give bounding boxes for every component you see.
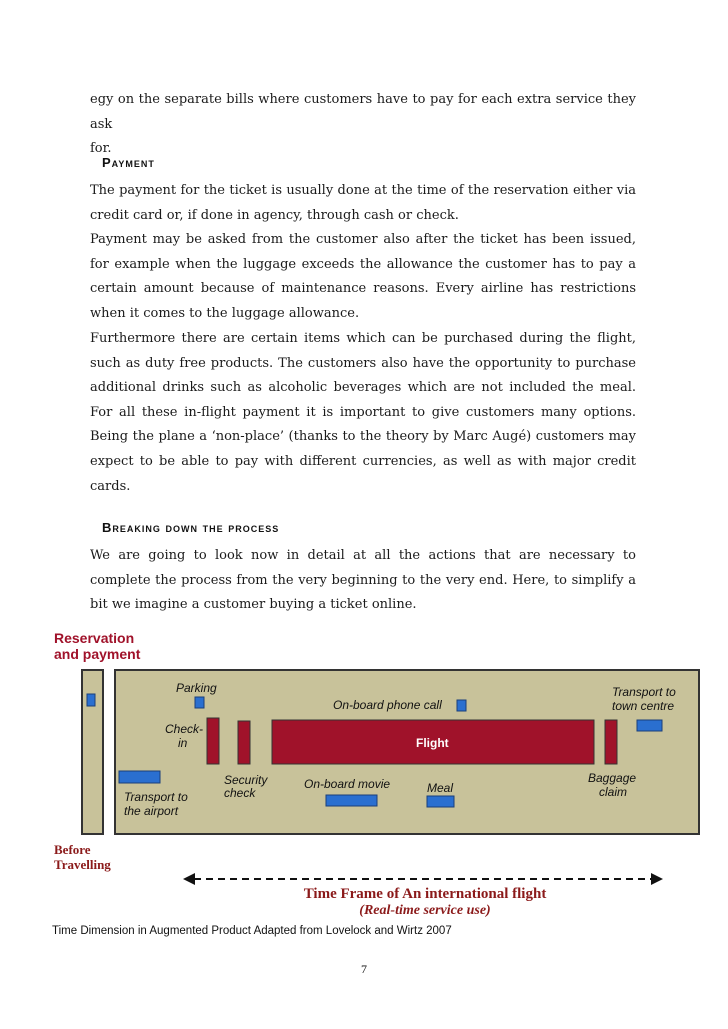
transport-town-label-1: Transport to [612, 685, 676, 699]
onboard-phone-label: On-board phone call [333, 698, 442, 712]
intro-line-2: for. [90, 141, 112, 157]
baggage-label-1: Baggage [588, 771, 637, 785]
baggage-label-2: claim [599, 785, 628, 799]
timeframe-subtitle: (Real-time service use) [359, 903, 491, 918]
movie-icon [326, 795, 377, 806]
security-label-2: check [224, 786, 256, 800]
process-paragraph: We are going to look now in detail at all the actions that are necessary to complete the process from the very beginning to the very end. Here, to simplify a bit we imagine a customer buying a ticket online. [90, 548, 636, 613]
meal-label: Meal [427, 781, 454, 795]
checkin-bar [207, 718, 219, 764]
reservation-icon [87, 694, 95, 706]
baggage-bar [605, 720, 617, 764]
parking-label: Parking [176, 681, 217, 695]
before-label-1: Before [54, 842, 91, 857]
transport-airport-label-1: Transport to [124, 790, 188, 804]
timeframe-title: Time Frame of An international flight [303, 886, 547, 902]
reservation-label-1: Reservation [54, 630, 135, 646]
intro-paragraph [90, 88, 636, 162]
page-number: 7 [361, 962, 367, 976]
timeframe-arrow-left-head [183, 873, 195, 885]
checkin-label-2: in [178, 736, 188, 750]
parking-icon [195, 697, 204, 708]
onboard-movie-label: On-board movie [304, 777, 391, 791]
figure-caption: Time Dimension in Augmented Product Adapted from Lovelock and Wirtz 2007 [52, 925, 452, 937]
checkin-label-1: Check- [165, 722, 204, 736]
payment-paragraph-3: Furthermore there are certain items which can be purchased during the flight, such as duty free products. The customers also have the opportunity to purchase additional drinks such as alcoholic beverages which are not included the meal. For all these in-flight payment it is important to give customers many options. Being the plane a ‘non-place’ (thanks to the theory by Marc Augé) customers may expect to be able to pay with different currencies, as well as with major credit cards. [90, 331, 636, 494]
transport-town-icon [637, 720, 662, 731]
before-label-2: Travelling [54, 857, 111, 872]
time-dimension-diagram [0, 622, 728, 922]
flight-label: Flight [416, 736, 449, 750]
process-heading: Breaking down the process [102, 520, 280, 535]
intro-line-1: egy on the separate bills where customers have to pay for each extra service they ask [90, 92, 636, 132]
transport-airport-label-2: the airport [124, 804, 179, 818]
security-label-1: Security [224, 773, 268, 787]
transport-airport-icon [119, 771, 160, 783]
payment-paragraph-1: The payment for the ticket is usually done at the time of the reservation either via credit card or, if done in agency, through cash or check. [90, 183, 636, 223]
timeframe-arrow-right-head [651, 873, 663, 885]
payment-paragraph-2: Payment may be asked from the customer also after the ticket has been issued, for example when the luggage exceeds the allowance the customer has to pay a certain amount because of maintenance reasons. Every airline has restrictions when it comes to the luggage allowance. [90, 232, 636, 321]
meal-icon [427, 796, 454, 807]
phone-icon [457, 700, 466, 711]
reservation-label-2: and payment [54, 646, 141, 662]
security-bar [238, 721, 250, 764]
transport-town-label-2: town centre [612, 699, 675, 713]
payment-heading: Payment [102, 155, 155, 170]
